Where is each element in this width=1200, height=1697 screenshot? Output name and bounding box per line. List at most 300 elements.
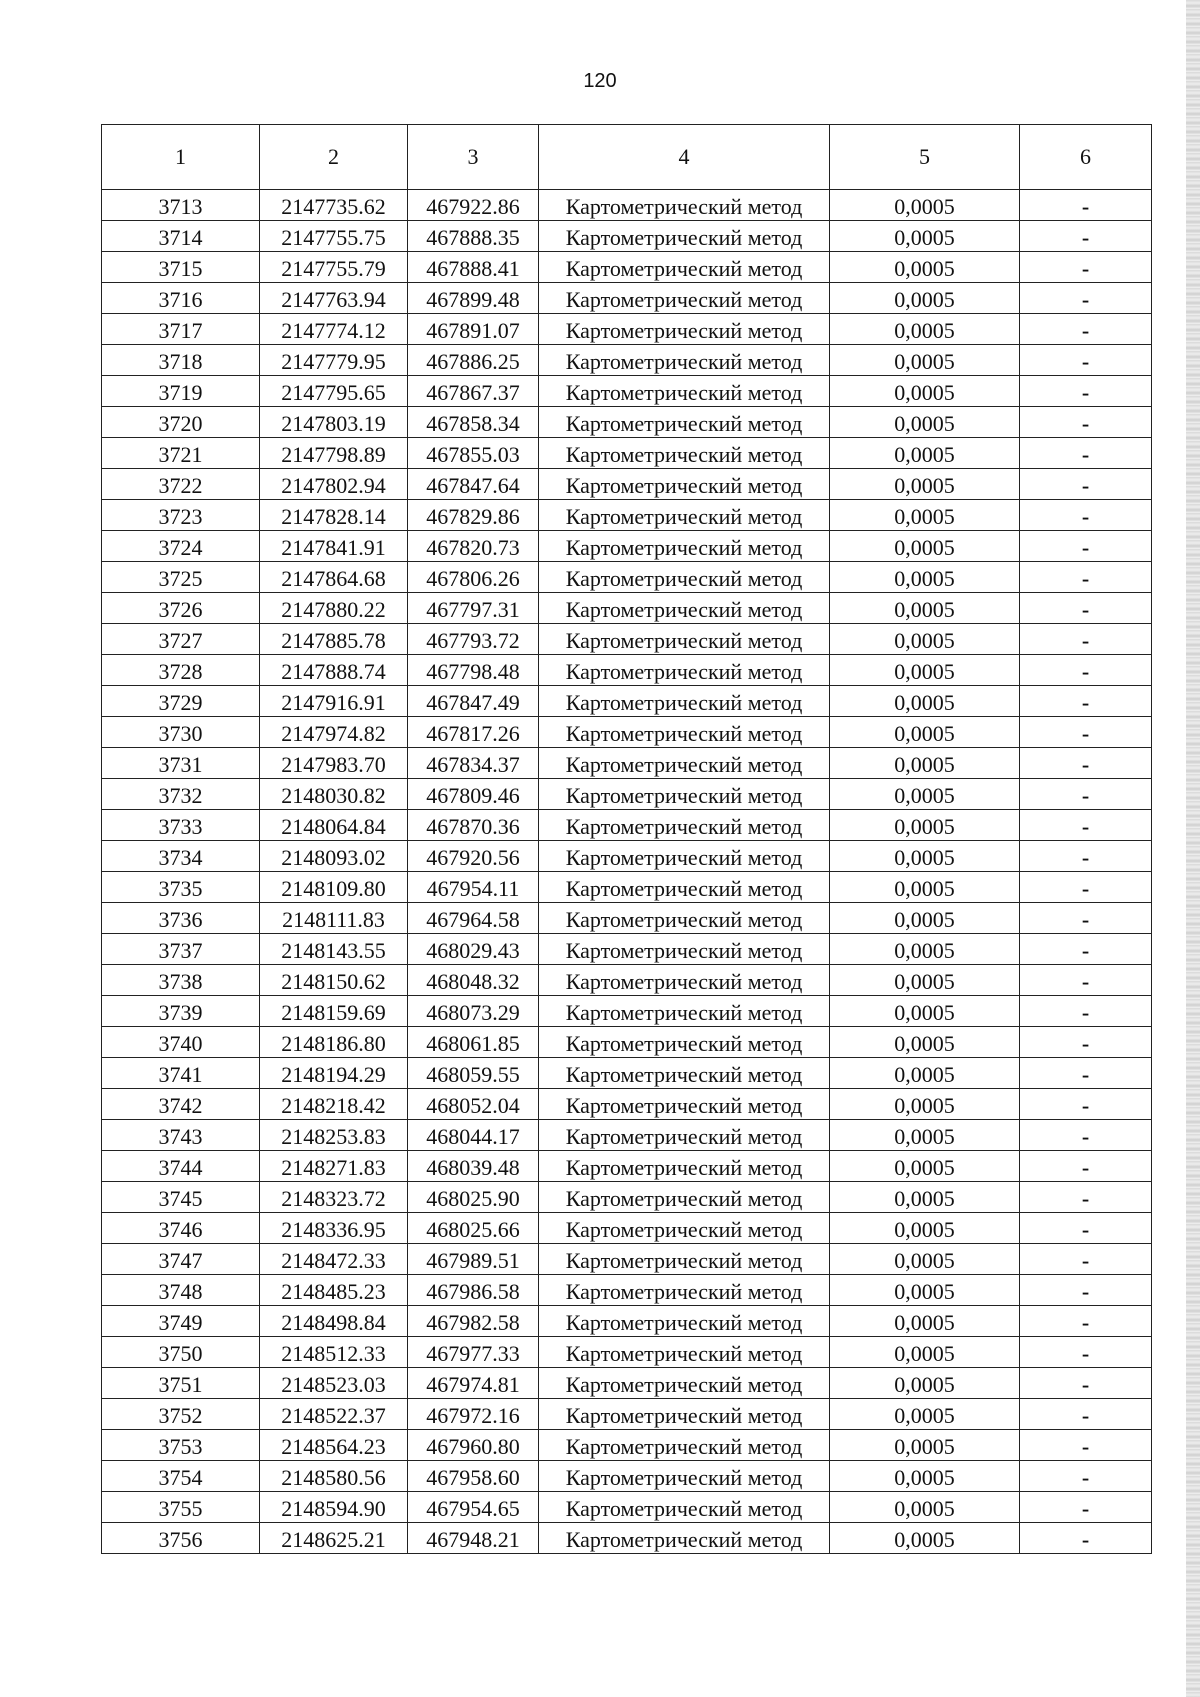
method-cell: Картометрический метод <box>539 1213 830 1244</box>
point-number-cell: 3728 <box>102 655 260 686</box>
method-cell: Картометрический метод <box>539 500 830 531</box>
y-coordinate-cell: 467888.41 <box>408 252 539 283</box>
method-cell: Картометрический метод <box>539 1120 830 1151</box>
y-coordinate-cell: 467834.37 <box>408 748 539 779</box>
accuracy-cell: 0,0005 <box>830 1430 1020 1461</box>
note-cell: - <box>1020 314 1152 345</box>
table-row <box>102 1399 1152 1430</box>
note-cell: - <box>1020 1120 1152 1151</box>
point-number-cell: 3745 <box>102 1182 260 1213</box>
y-coordinate-cell: 467964.58 <box>408 903 539 934</box>
point-number-cell: 3717 <box>102 314 260 345</box>
accuracy-cell: 0,0005 <box>830 810 1020 841</box>
method-cell: Картометрический метод <box>539 345 830 376</box>
note-cell: - <box>1020 934 1152 965</box>
note-cell: - <box>1020 1213 1152 1244</box>
point-number-cell: 3720 <box>102 407 260 438</box>
x-coordinate-cell: 2147802.94 <box>260 469 408 500</box>
note-cell: - <box>1020 1461 1152 1492</box>
method-cell: Картометрический метод <box>539 872 830 903</box>
point-number-cell: 3721 <box>102 438 260 469</box>
y-coordinate-cell: 467797.31 <box>408 593 539 624</box>
method-cell: Картометрический метод <box>539 655 830 686</box>
table-row <box>102 1151 1152 1182</box>
point-number-cell: 3746 <box>102 1213 260 1244</box>
y-coordinate-cell: 467972.16 <box>408 1399 539 1430</box>
x-coordinate-cell: 2148159.69 <box>260 996 408 1027</box>
point-number-cell: 3719 <box>102 376 260 407</box>
point-number-cell: 3752 <box>102 1399 260 1430</box>
accuracy-cell: 0,0005 <box>830 872 1020 903</box>
point-number-cell: 3744 <box>102 1151 260 1182</box>
accuracy-cell: 0,0005 <box>830 965 1020 996</box>
table-row <box>102 1523 1152 1554</box>
x-coordinate-cell: 2147916.91 <box>260 686 408 717</box>
accuracy-cell: 0,0005 <box>830 934 1020 965</box>
note-cell: - <box>1020 872 1152 903</box>
y-coordinate-cell: 467886.25 <box>408 345 539 376</box>
accuracy-cell: 0,0005 <box>830 1275 1020 1306</box>
accuracy-cell: 0,0005 <box>830 500 1020 531</box>
y-coordinate-cell: 467977.33 <box>408 1337 539 1368</box>
x-coordinate-cell: 2148109.80 <box>260 872 408 903</box>
x-coordinate-cell: 2148564.23 <box>260 1430 408 1461</box>
method-cell: Картометрический метод <box>539 996 830 1027</box>
x-coordinate-cell: 2148522.37 <box>260 1399 408 1430</box>
point-number-cell: 3731 <box>102 748 260 779</box>
x-coordinate-cell: 2147755.75 <box>260 221 408 252</box>
coordinates-table <box>101 124 1152 1554</box>
accuracy-cell: 0,0005 <box>830 1399 1020 1430</box>
y-coordinate-cell: 468052.04 <box>408 1089 539 1120</box>
note-cell: - <box>1020 1244 1152 1275</box>
note-cell: - <box>1020 1523 1152 1554</box>
method-cell: Картометрический метод <box>539 779 830 810</box>
point-number-cell: 3737 <box>102 934 260 965</box>
table-row <box>102 1244 1152 1275</box>
table-row <box>102 283 1152 314</box>
note-cell: - <box>1020 1368 1152 1399</box>
y-coordinate-cell: 467974.81 <box>408 1368 539 1399</box>
method-cell: Картометрический метод <box>539 1027 830 1058</box>
table-row <box>102 1492 1152 1523</box>
y-coordinate-cell: 467989.51 <box>408 1244 539 1275</box>
point-number-cell: 3738 <box>102 965 260 996</box>
accuracy-cell: 0,0005 <box>830 283 1020 314</box>
table-row <box>102 1182 1152 1213</box>
accuracy-cell: 0,0005 <box>830 1306 1020 1337</box>
table-row <box>102 872 1152 903</box>
y-coordinate-cell: 467986.58 <box>408 1275 539 1306</box>
x-coordinate-cell: 2147774.12 <box>260 314 408 345</box>
accuracy-cell: 0,0005 <box>830 345 1020 376</box>
table-header-row <box>102 125 1152 190</box>
y-coordinate-cell: 468039.48 <box>408 1151 539 1182</box>
x-coordinate-cell: 2148472.33 <box>260 1244 408 1275</box>
method-cell: Картометрический метод <box>539 438 830 469</box>
note-cell: - <box>1020 407 1152 438</box>
y-coordinate-cell: 468025.90 <box>408 1182 539 1213</box>
table-row <box>102 934 1152 965</box>
y-coordinate-cell: 468025.66 <box>408 1213 539 1244</box>
y-coordinate-cell: 468073.29 <box>408 996 539 1027</box>
table-body <box>102 190 1152 1554</box>
point-number-cell: 3723 <box>102 500 260 531</box>
note-cell: - <box>1020 438 1152 469</box>
note-cell: - <box>1020 903 1152 934</box>
point-number-cell: 3743 <box>102 1120 260 1151</box>
note-cell: - <box>1020 1430 1152 1461</box>
x-coordinate-cell: 2147795.65 <box>260 376 408 407</box>
accuracy-cell: 0,0005 <box>830 996 1020 1027</box>
accuracy-cell: 0,0005 <box>830 748 1020 779</box>
x-coordinate-cell: 2148111.83 <box>260 903 408 934</box>
point-number-cell: 3750 <box>102 1337 260 1368</box>
x-coordinate-cell: 2148064.84 <box>260 810 408 841</box>
x-coordinate-cell: 2148323.72 <box>260 1182 408 1213</box>
accuracy-cell: 0,0005 <box>830 624 1020 655</box>
note-cell: - <box>1020 1058 1152 1089</box>
accuracy-cell: 0,0005 <box>830 1120 1020 1151</box>
note-cell: - <box>1020 593 1152 624</box>
column-header: 6 <box>1020 125 1152 190</box>
table-row <box>102 965 1152 996</box>
x-coordinate-cell: 2148625.21 <box>260 1523 408 1554</box>
table-row <box>102 1337 1152 1368</box>
table-row <box>102 717 1152 748</box>
point-number-cell: 3733 <box>102 810 260 841</box>
x-coordinate-cell: 2148498.84 <box>260 1306 408 1337</box>
note-cell: - <box>1020 655 1152 686</box>
table-row <box>102 686 1152 717</box>
note-cell: - <box>1020 221 1152 252</box>
x-coordinate-cell: 2148218.42 <box>260 1089 408 1120</box>
point-number-cell: 3714 <box>102 221 260 252</box>
y-coordinate-cell: 467798.48 <box>408 655 539 686</box>
column-header: 3 <box>408 125 539 190</box>
y-coordinate-cell: 467793.72 <box>408 624 539 655</box>
point-number-cell: 3715 <box>102 252 260 283</box>
table-row <box>102 1275 1152 1306</box>
note-cell: - <box>1020 562 1152 593</box>
x-coordinate-cell: 2148512.33 <box>260 1337 408 1368</box>
method-cell: Картометрический метод <box>539 1244 830 1275</box>
method-cell: Картометрический метод <box>539 407 830 438</box>
column-header: 2 <box>260 125 408 190</box>
note-cell: - <box>1020 190 1152 221</box>
method-cell: Картометрический метод <box>539 314 830 345</box>
method-cell: Картометрический метод <box>539 531 830 562</box>
y-coordinate-cell: 467809.46 <box>408 779 539 810</box>
y-coordinate-cell: 467888.35 <box>408 221 539 252</box>
method-cell: Картометрический метод <box>539 624 830 655</box>
y-coordinate-cell: 467829.86 <box>408 500 539 531</box>
x-coordinate-cell: 2147735.62 <box>260 190 408 221</box>
note-cell: - <box>1020 1306 1152 1337</box>
accuracy-cell: 0,0005 <box>830 1151 1020 1182</box>
point-number-cell: 3735 <box>102 872 260 903</box>
table-row <box>102 1213 1152 1244</box>
column-header: 1 <box>102 125 260 190</box>
x-coordinate-cell: 2148594.90 <box>260 1492 408 1523</box>
table-row <box>102 407 1152 438</box>
column-header: 4 <box>539 125 830 190</box>
point-number-cell: 3739 <box>102 996 260 1027</box>
y-coordinate-cell: 468061.85 <box>408 1027 539 1058</box>
method-cell: Картометрический метод <box>539 1430 830 1461</box>
y-coordinate-cell: 467922.86 <box>408 190 539 221</box>
note-cell: - <box>1020 1399 1152 1430</box>
point-number-cell: 3713 <box>102 190 260 221</box>
point-number-cell: 3727 <box>102 624 260 655</box>
table-row <box>102 345 1152 376</box>
table-row <box>102 562 1152 593</box>
y-coordinate-cell: 467855.03 <box>408 438 539 469</box>
method-cell: Картометрический метод <box>539 1089 830 1120</box>
table-row <box>102 593 1152 624</box>
method-cell: Картометрический метод <box>539 841 830 872</box>
method-cell: Картометрический метод <box>539 717 830 748</box>
accuracy-cell: 0,0005 <box>830 1027 1020 1058</box>
x-coordinate-cell: 2148523.03 <box>260 1368 408 1399</box>
note-cell: - <box>1020 748 1152 779</box>
accuracy-cell: 0,0005 <box>830 469 1020 500</box>
accuracy-cell: 0,0005 <box>830 1182 1020 1213</box>
y-coordinate-cell: 468048.32 <box>408 965 539 996</box>
table-row <box>102 810 1152 841</box>
accuracy-cell: 0,0005 <box>830 407 1020 438</box>
x-coordinate-cell: 2147798.89 <box>260 438 408 469</box>
table-row <box>102 1306 1152 1337</box>
point-number-cell: 3742 <box>102 1089 260 1120</box>
method-cell: Картометрический метод <box>539 252 830 283</box>
method-cell: Картометрический метод <box>539 221 830 252</box>
point-number-cell: 3740 <box>102 1027 260 1058</box>
x-coordinate-cell: 2147763.94 <box>260 283 408 314</box>
table-row <box>102 376 1152 407</box>
method-cell: Картометрический метод <box>539 283 830 314</box>
accuracy-cell: 0,0005 <box>830 686 1020 717</box>
table-row <box>102 1461 1152 1492</box>
y-coordinate-cell: 468059.55 <box>408 1058 539 1089</box>
page-number: 120 <box>583 70 617 92</box>
accuracy-cell: 0,0005 <box>830 1461 1020 1492</box>
point-number-cell: 3753 <box>102 1430 260 1461</box>
y-coordinate-cell: 467867.37 <box>408 376 539 407</box>
x-coordinate-cell: 2147828.14 <box>260 500 408 531</box>
note-cell: - <box>1020 996 1152 1027</box>
table-row <box>102 469 1152 500</box>
point-number-cell: 3756 <box>102 1523 260 1554</box>
y-coordinate-cell: 467982.58 <box>408 1306 539 1337</box>
table-row <box>102 1089 1152 1120</box>
table-row <box>102 1027 1152 1058</box>
y-coordinate-cell: 467899.48 <box>408 283 539 314</box>
x-coordinate-cell: 2147803.19 <box>260 407 408 438</box>
method-cell: Картометрический метод <box>539 1058 830 1089</box>
point-number-cell: 3726 <box>102 593 260 624</box>
table-row <box>102 438 1152 469</box>
y-coordinate-cell: 467960.80 <box>408 1430 539 1461</box>
note-cell: - <box>1020 965 1152 996</box>
table-row <box>102 1368 1152 1399</box>
point-number-cell: 3736 <box>102 903 260 934</box>
x-coordinate-cell: 2148186.80 <box>260 1027 408 1058</box>
point-number-cell: 3729 <box>102 686 260 717</box>
accuracy-cell: 0,0005 <box>830 252 1020 283</box>
x-coordinate-cell: 2147864.68 <box>260 562 408 593</box>
accuracy-cell: 0,0005 <box>830 1213 1020 1244</box>
accuracy-cell: 0,0005 <box>830 1089 1020 1120</box>
note-cell: - <box>1020 283 1152 314</box>
x-coordinate-cell: 2147880.22 <box>260 593 408 624</box>
accuracy-cell: 0,0005 <box>830 562 1020 593</box>
table-row <box>102 903 1152 934</box>
table-row <box>102 1120 1152 1151</box>
y-coordinate-cell: 467948.21 <box>408 1523 539 1554</box>
x-coordinate-cell: 2148093.02 <box>260 841 408 872</box>
method-cell: Картометрический метод <box>539 190 830 221</box>
note-cell: - <box>1020 252 1152 283</box>
y-coordinate-cell: 467958.60 <box>408 1461 539 1492</box>
method-cell: Картометрический метод <box>539 1275 830 1306</box>
x-coordinate-cell: 2148253.83 <box>260 1120 408 1151</box>
method-cell: Картометрический метод <box>539 593 830 624</box>
table-row <box>102 1430 1152 1461</box>
method-cell: Картометрический метод <box>539 1492 830 1523</box>
method-cell: Картометрический метод <box>539 934 830 965</box>
note-cell: - <box>1020 1275 1152 1306</box>
note-cell: - <box>1020 686 1152 717</box>
point-number-cell: 3722 <box>102 469 260 500</box>
note-cell: - <box>1020 841 1152 872</box>
accuracy-cell: 0,0005 <box>830 531 1020 562</box>
accuracy-cell: 0,0005 <box>830 779 1020 810</box>
table-row <box>102 314 1152 345</box>
method-cell: Картометрический метод <box>539 1461 830 1492</box>
point-number-cell: 3754 <box>102 1461 260 1492</box>
note-cell: - <box>1020 500 1152 531</box>
y-coordinate-cell: 467858.34 <box>408 407 539 438</box>
y-coordinate-cell: 467847.49 <box>408 686 539 717</box>
table-row <box>102 1058 1152 1089</box>
x-coordinate-cell: 2148194.29 <box>260 1058 408 1089</box>
method-cell: Картометрический метод <box>539 1337 830 1368</box>
y-coordinate-cell: 467920.56 <box>408 841 539 872</box>
x-coordinate-cell: 2148271.83 <box>260 1151 408 1182</box>
y-coordinate-cell: 468029.43 <box>408 934 539 965</box>
method-cell: Картометрический метод <box>539 965 830 996</box>
y-coordinate-cell: 467870.36 <box>408 810 539 841</box>
table-row <box>102 252 1152 283</box>
y-coordinate-cell: 467891.07 <box>408 314 539 345</box>
x-coordinate-cell: 2147983.70 <box>260 748 408 779</box>
point-number-cell: 3755 <box>102 1492 260 1523</box>
accuracy-cell: 0,0005 <box>830 1058 1020 1089</box>
accuracy-cell: 0,0005 <box>830 903 1020 934</box>
method-cell: Картометрический метод <box>539 1399 830 1430</box>
y-coordinate-cell: 467820.73 <box>408 531 539 562</box>
method-cell: Картометрический метод <box>539 562 830 593</box>
table-row <box>102 500 1152 531</box>
accuracy-cell: 0,0005 <box>830 841 1020 872</box>
accuracy-cell: 0,0005 <box>830 717 1020 748</box>
accuracy-cell: 0,0005 <box>830 1492 1020 1523</box>
note-cell: - <box>1020 1182 1152 1213</box>
note-cell: - <box>1020 1089 1152 1120</box>
note-cell: - <box>1020 1337 1152 1368</box>
note-cell: - <box>1020 779 1152 810</box>
point-number-cell: 3718 <box>102 345 260 376</box>
accuracy-cell: 0,0005 <box>830 438 1020 469</box>
point-number-cell: 3732 <box>102 779 260 810</box>
point-number-cell: 3725 <box>102 562 260 593</box>
method-cell: Картометрический метод <box>539 1368 830 1399</box>
note-cell: - <box>1020 717 1152 748</box>
method-cell: Картометрический метод <box>539 748 830 779</box>
x-coordinate-cell: 2148580.56 <box>260 1461 408 1492</box>
accuracy-cell: 0,0005 <box>830 1523 1020 1554</box>
point-number-cell: 3730 <box>102 717 260 748</box>
table-row <box>102 996 1152 1027</box>
y-coordinate-cell: 468044.17 <box>408 1120 539 1151</box>
method-cell: Картометрический метод <box>539 1306 830 1337</box>
y-coordinate-cell: 467954.11 <box>408 872 539 903</box>
y-coordinate-cell: 467847.64 <box>408 469 539 500</box>
point-number-cell: 3734 <box>102 841 260 872</box>
note-cell: - <box>1020 345 1152 376</box>
note-cell: - <box>1020 531 1152 562</box>
table-row <box>102 531 1152 562</box>
point-number-cell: 3747 <box>102 1244 260 1275</box>
x-coordinate-cell: 2147755.79 <box>260 252 408 283</box>
accuracy-cell: 0,0005 <box>830 314 1020 345</box>
accuracy-cell: 0,0005 <box>830 1244 1020 1275</box>
method-cell: Картометрический метод <box>539 686 830 717</box>
note-cell: - <box>1020 810 1152 841</box>
y-coordinate-cell: 467806.26 <box>408 562 539 593</box>
accuracy-cell: 0,0005 <box>830 593 1020 624</box>
x-coordinate-cell: 2147841.91 <box>260 531 408 562</box>
column-header: 5 <box>830 125 1020 190</box>
table-row <box>102 190 1152 221</box>
method-cell: Картометрический метод <box>539 810 830 841</box>
method-cell: Картометрический метод <box>539 903 830 934</box>
x-coordinate-cell: 2147885.78 <box>260 624 408 655</box>
table-row <box>102 748 1152 779</box>
x-coordinate-cell: 2147779.95 <box>260 345 408 376</box>
x-coordinate-cell: 2148150.62 <box>260 965 408 996</box>
note-cell: - <box>1020 1151 1152 1182</box>
method-cell: Картометрический метод <box>539 469 830 500</box>
accuracy-cell: 0,0005 <box>830 221 1020 252</box>
scan-edge-strip <box>1186 0 1200 1697</box>
table-row <box>102 221 1152 252</box>
accuracy-cell: 0,0005 <box>830 376 1020 407</box>
accuracy-cell: 0,0005 <box>830 655 1020 686</box>
point-number-cell: 3741 <box>102 1058 260 1089</box>
table-row <box>102 655 1152 686</box>
point-number-cell: 3724 <box>102 531 260 562</box>
method-cell: Картометрический метод <box>539 1182 830 1213</box>
note-cell: - <box>1020 624 1152 655</box>
note-cell: - <box>1020 1027 1152 1058</box>
y-coordinate-cell: 467817.26 <box>408 717 539 748</box>
method-cell: Картометрический метод <box>539 1151 830 1182</box>
accuracy-cell: 0,0005 <box>830 1368 1020 1399</box>
accuracy-cell: 0,0005 <box>830 190 1020 221</box>
x-coordinate-cell: 2147974.82 <box>260 717 408 748</box>
